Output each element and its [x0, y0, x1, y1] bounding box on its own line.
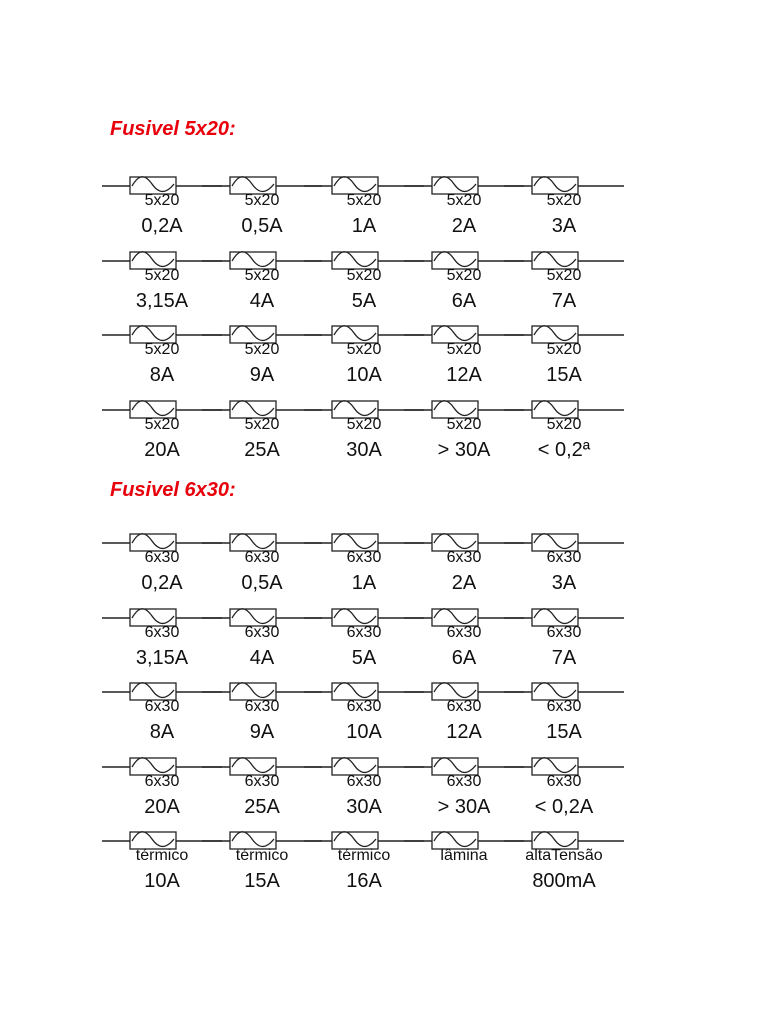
fuse-row	[0, 753, 768, 827]
fuse-symbol-icon	[414, 321, 514, 341]
fuse-row	[0, 604, 768, 678]
fuse-rating-label: 20A	[144, 795, 180, 818]
fuse-cell	[314, 396, 414, 470]
fuse-symbol-icon	[414, 753, 514, 773]
fuse-symbol	[414, 678, 514, 698]
fuse-type-label: 6x30	[346, 772, 382, 790]
fuse-row	[0, 396, 768, 470]
fuse-rating-label: 25A	[244, 795, 280, 818]
fuse-symbol	[514, 247, 614, 267]
fuse-symbol	[514, 396, 614, 416]
fuse-rating-label: 4A	[249, 289, 275, 312]
fuse-cell	[514, 247, 614, 321]
fuse-rating-label: 6A	[451, 289, 477, 312]
fuse-symbol	[314, 529, 414, 549]
fuse-type-label: 6x30	[446, 623, 482, 641]
fuse-cell	[414, 529, 514, 603]
fuse-symbol-icon	[414, 604, 514, 624]
fuse-row	[0, 321, 768, 395]
fuse-rating-label: 10A	[346, 721, 382, 743]
fuse-rating-label: 1A	[351, 215, 377, 237]
fuse-type-label: 5x20	[446, 266, 482, 284]
fuse-rating-label: 3,15A	[135, 646, 189, 669]
fuse-type-label: 5x20	[546, 266, 582, 284]
fuse-symbol	[112, 396, 212, 416]
fuse-symbol-icon	[314, 396, 414, 416]
fuse-symbol-icon	[514, 753, 614, 773]
fuse-rating-label: 10A	[144, 870, 180, 892]
fuse-cell	[314, 172, 414, 246]
fuse-cell	[414, 321, 514, 395]
fuse-rating-label: 0,5A	[241, 572, 283, 594]
fuse-type-label: 5x20	[144, 415, 180, 433]
fuse-symbol	[314, 396, 414, 416]
fuse-rating-label: 25A	[244, 438, 280, 461]
fuse-rating-label: 7A	[551, 289, 577, 312]
fuse-symbol-icon	[514, 321, 614, 341]
fuse-symbol-icon	[112, 172, 212, 192]
fuse-cell	[414, 678, 514, 752]
fuse-symbol	[314, 827, 414, 847]
fuse-symbol	[212, 321, 312, 341]
fuse-type-label: 6x30	[546, 772, 582, 790]
fuse-type-label: 5x20	[346, 415, 382, 433]
fuse-cell	[112, 529, 212, 603]
fuse-rating-label: 15A	[244, 870, 280, 892]
fuse-symbol	[112, 247, 212, 267]
fuse-rating-label: 4A	[249, 646, 275, 669]
fuse-type-label: 6x30	[546, 623, 582, 641]
fuse-row	[0, 172, 768, 246]
fuse-row	[0, 247, 768, 321]
fuse-rating-label: 3A	[551, 215, 577, 237]
fuse-symbol-icon	[314, 247, 414, 267]
fuse-cell	[414, 753, 514, 827]
fuse-symbol	[314, 247, 414, 267]
fuse-type-label: 6x30	[546, 698, 582, 715]
fuse-rating-label: 15A	[546, 364, 582, 386]
fuse-cell	[314, 678, 414, 752]
fuse-rating-label: 10A	[346, 364, 382, 386]
fuse-rating-label: 6A	[451, 646, 477, 669]
fuse-cell	[112, 678, 212, 752]
fuse-cell	[314, 529, 414, 603]
fuse-symbol-icon	[112, 827, 212, 847]
fuse-symbol-icon	[514, 172, 614, 192]
fuse-rating-label: 2A	[451, 215, 477, 237]
fuse-symbol	[212, 753, 312, 773]
fuse-type-label: térmico	[337, 847, 391, 864]
fuse-symbol-icon	[112, 678, 212, 698]
fuse-rating-label: 9A	[249, 721, 275, 743]
fuse-type-label: 6x30	[244, 772, 280, 790]
fuse-cell	[514, 604, 614, 678]
fuse-type-label: 5x20	[546, 341, 582, 358]
fuse-rating-label: 2A	[451, 572, 477, 594]
fuse-cell	[514, 529, 614, 603]
fuse-cell	[212, 604, 312, 678]
fuse-symbol-icon	[112, 604, 212, 624]
fuse-cell	[514, 678, 614, 752]
fuse-symbol-icon	[212, 172, 312, 192]
fuse-rating-label: 8A	[149, 364, 175, 386]
fuse-type-label: lâmina	[440, 847, 488, 864]
fuse-type-label: 6x30	[446, 772, 482, 790]
fuse-symbol-icon	[314, 827, 414, 847]
fuse-cell	[414, 247, 514, 321]
fuse-symbol	[212, 827, 312, 847]
fuse-rating-label: 3,15A	[135, 289, 189, 312]
fuse-symbol-icon	[212, 827, 312, 847]
fuse-type-label: altaTensão	[525, 847, 603, 864]
fuse-cell	[314, 753, 414, 827]
fuse-symbol-icon	[112, 529, 212, 549]
fuse-type-label: 6x30	[346, 698, 382, 715]
fuse-rating-label: 0,2A	[141, 572, 183, 594]
fuse-symbol	[514, 604, 614, 624]
fuse-rating-label: 16A	[346, 870, 382, 892]
fuse-row	[0, 678, 768, 752]
fuse-rating-label: 7A	[551, 646, 577, 669]
fuse-cell	[314, 827, 414, 901]
fuse-symbol-icon	[212, 529, 312, 549]
fuse-symbol-icon	[414, 529, 514, 549]
fuse-rating-label: 3A	[551, 572, 577, 594]
fuse-symbol	[414, 604, 514, 624]
fuse-symbol	[212, 604, 312, 624]
fuse-symbol	[414, 396, 514, 416]
fuse-symbol-icon	[112, 321, 212, 341]
fuse-type-label: 6x30	[244, 623, 280, 641]
fuse-rating-label: 0,2A	[141, 215, 183, 237]
fuse-symbol-icon	[414, 172, 514, 192]
fuse-type-label: 5x20	[346, 192, 382, 209]
fuse-symbol	[212, 247, 312, 267]
fuse-rating-label: > 30A	[437, 438, 491, 461]
fuse-cell	[414, 604, 514, 678]
fuse-type-label: 6x30	[144, 698, 180, 715]
fuse-cell	[514, 827, 614, 901]
fuse-symbol-icon	[514, 604, 614, 624]
fuse-cell	[514, 753, 614, 827]
fuse-cell	[112, 753, 212, 827]
fuse-cell	[314, 604, 414, 678]
fuse-symbol-icon	[212, 321, 312, 341]
fuse-type-label: 5x20	[346, 266, 382, 284]
fuse-cell	[212, 678, 312, 752]
fuse-type-label: 6x30	[144, 623, 180, 641]
fuse-symbol	[514, 678, 614, 698]
fuse-rating-label: 12A	[446, 364, 482, 386]
fuse-type-label: 6x30	[244, 549, 280, 566]
fuse-symbol-icon	[514, 678, 614, 698]
fuse-rating-label: 0,5A	[241, 215, 283, 237]
fuse-row	[0, 827, 768, 901]
fuse-type-label: 5x20	[144, 341, 180, 358]
fuse-rating-label: 20A	[144, 438, 180, 461]
fuse-symbol	[112, 172, 212, 192]
fuse-symbol-icon	[414, 396, 514, 416]
fuse-cell	[514, 396, 614, 470]
fuse-cell	[112, 396, 212, 470]
fuse-symbol	[414, 247, 514, 267]
fuse-cell	[414, 172, 514, 246]
fuse-cell	[314, 321, 414, 395]
fuse-symbol-icon	[514, 247, 614, 267]
fuse-symbol	[414, 321, 514, 341]
fuse-symbol-icon	[212, 678, 312, 698]
fuse-symbol-icon	[314, 604, 414, 624]
fuse-cell	[112, 247, 212, 321]
fuse-cell	[212, 247, 312, 321]
fuse-symbol-icon	[212, 396, 312, 416]
fuse-type-label: 5x20	[244, 192, 280, 209]
fuse-cell	[514, 172, 614, 246]
fuse-cell	[414, 827, 514, 901]
fuse-symbol	[112, 827, 212, 847]
fuse-rating-label: 800mA	[532, 870, 596, 892]
fuse-symbol-icon	[314, 753, 414, 773]
fuse-cell	[414, 396, 514, 470]
fuse-symbol-icon	[212, 753, 312, 773]
fuse-symbol-icon	[414, 247, 514, 267]
fuse-symbol	[414, 529, 514, 549]
fuse-rating-label: 5A	[351, 289, 377, 312]
fuse-symbol	[414, 172, 514, 192]
fuse-rating-label: 9A	[249, 364, 275, 386]
fuse-rating-label: < 0,2A	[534, 795, 594, 818]
fuse-type-label: 5x20	[144, 266, 180, 284]
fuse-symbol	[314, 321, 414, 341]
fuse-type-label: 5x20	[446, 192, 482, 209]
fuse-symbol-icon	[212, 604, 312, 624]
fuse-type-label: 5x20	[546, 192, 582, 209]
fuse-symbol	[212, 172, 312, 192]
fuse-cell	[112, 827, 212, 901]
fuse-type-label: 6x30	[546, 549, 582, 566]
fuse-symbol	[514, 321, 614, 341]
fuse-type-label: 5x20	[446, 415, 482, 433]
fuse-type-label: 6x30	[144, 772, 180, 790]
fuse-type-label: 5x20	[144, 192, 180, 209]
fuse-symbol	[112, 321, 212, 341]
fuse-symbol-icon	[314, 172, 414, 192]
fuse-type-label: 5x20	[446, 341, 482, 358]
fuse-rating-label: > 30A	[437, 795, 491, 818]
fuse-cell	[212, 529, 312, 603]
fuse-symbol	[514, 172, 614, 192]
fuse-symbol-icon	[414, 678, 514, 698]
fuse-symbol	[212, 396, 312, 416]
fuse-cell	[212, 827, 312, 901]
fuse-symbol	[514, 753, 614, 773]
fuse-rating-label: 1A	[351, 572, 377, 594]
fuse-type-label: 5x20	[244, 341, 280, 358]
fuse-type-label: 6x30	[144, 549, 180, 566]
fuse-symbol	[212, 678, 312, 698]
fuse-type-label: térmico	[135, 847, 189, 864]
fuse-cell	[212, 396, 312, 470]
fuse-symbol-icon	[112, 247, 212, 267]
fuse-type-label: térmico	[235, 847, 289, 864]
fuse-type-label: 6x30	[346, 549, 382, 566]
fuse-type-label: 6x30	[244, 698, 280, 715]
fuse-row	[0, 529, 768, 603]
fuse-rating-label: 30A	[346, 438, 382, 461]
fuse-symbol	[314, 753, 414, 773]
fuse-symbol	[112, 529, 212, 549]
fuse-cell	[212, 753, 312, 827]
fuse-symbol	[414, 753, 514, 773]
fuse-symbol	[112, 678, 212, 698]
fuse-symbol-icon	[212, 247, 312, 267]
fuse-symbol-icon	[314, 678, 414, 698]
fuse-symbol-icon	[314, 529, 414, 549]
fuse-type-label: 5x20	[244, 415, 280, 433]
fuse-type-label: 6x30	[346, 623, 382, 641]
fuse-symbol-icon	[112, 753, 212, 773]
fuse-cell	[212, 321, 312, 395]
fuse-type-label: 5x20	[546, 415, 582, 433]
fuse-cell	[314, 247, 414, 321]
fuse-symbol	[112, 753, 212, 773]
fuse-rating-label: 12A	[446, 721, 482, 743]
fuse-symbol-icon	[314, 321, 414, 341]
fuse-cell	[112, 172, 212, 246]
fuse-symbol	[514, 529, 614, 549]
section-title-5x20: Fusivel 5x20:	[110, 118, 236, 140]
fuse-cell	[112, 604, 212, 678]
fuse-cell	[514, 321, 614, 395]
fuse-type-label: 6x30	[446, 698, 482, 715]
fuse-cell	[212, 172, 312, 246]
fuse-type-label: 5x20	[244, 266, 280, 284]
fuse-cell	[112, 321, 212, 395]
fuse-symbol	[314, 172, 414, 192]
fuse-rating-label: < 0,2ª	[537, 438, 591, 461]
fuse-symbol-icon	[112, 396, 212, 416]
fuse-rating-label: 15A	[546, 721, 582, 743]
fuse-type-label: 5x20	[346, 341, 382, 358]
fuse-symbol-icon	[414, 827, 514, 847]
fuse-rating-label: 30A	[346, 795, 382, 818]
fuse-symbol	[514, 827, 614, 847]
fuse-symbol	[212, 529, 312, 549]
fuse-symbol-icon	[514, 827, 614, 847]
fuse-symbol-icon	[514, 396, 614, 416]
fuse-rating-label: 5A	[351, 646, 377, 669]
fuse-symbol	[414, 827, 514, 847]
fuse-type-label: 6x30	[446, 549, 482, 566]
fuse-rating-label: 8A	[149, 721, 175, 743]
section-title-6x30: Fusivel 6x30:	[110, 479, 236, 501]
fuse-symbol	[112, 604, 212, 624]
fuse-symbol	[314, 678, 414, 698]
fuse-symbol-icon	[514, 529, 614, 549]
fuse-symbol	[314, 604, 414, 624]
